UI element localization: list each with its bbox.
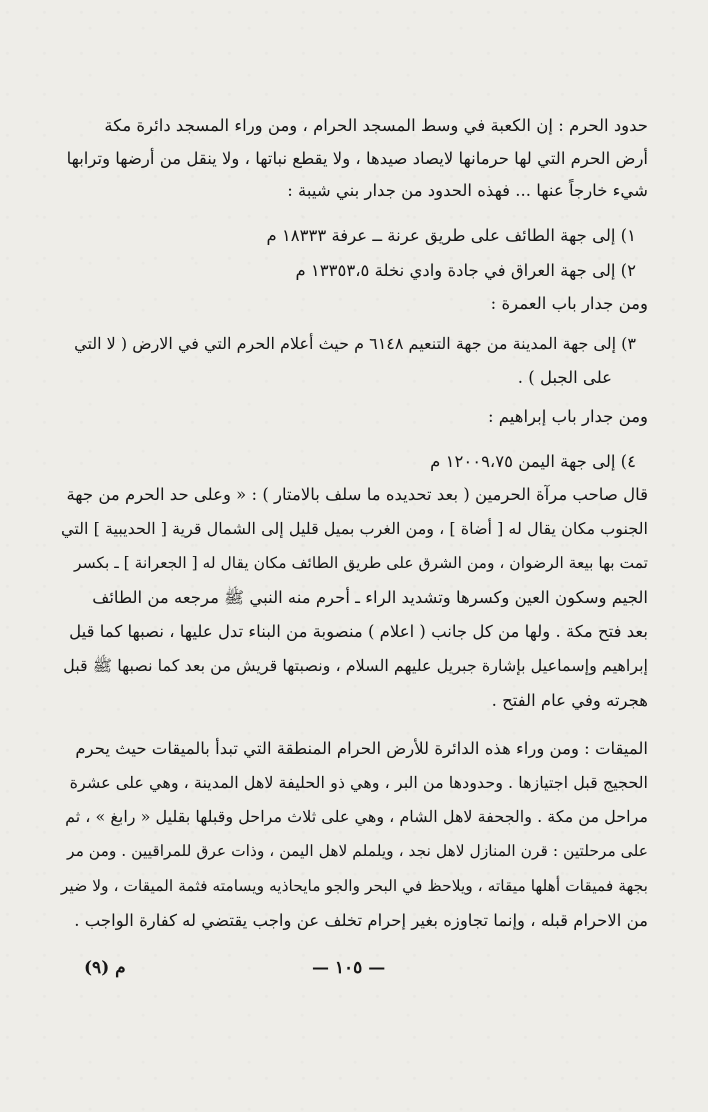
signature-mark: م (٩): [84, 958, 126, 978]
list-item: ٢) إلى جهة العراق في جادة وادي نخلة ١٣٣٥٣،٥ م: [295, 261, 636, 280]
text-line: على الجبل ) .: [517, 368, 612, 387]
quote-line: هجرته وفي عام الفتح .: [491, 691, 648, 710]
text-line: الميقات : ومن وراء هذه الدائرة للأرض الحرام المنطقة التي تبدأ بالميقات حيث يحرم: [75, 739, 648, 758]
list-item: ٣) إلى جهة المدينة من جهة التنعيم ٦١٤٨ م حيث أعلام الحرم التي في الارض ( لا التي: [74, 334, 636, 353]
quote-line: قال صاحب مرآة الحرمين ( بعد تحديده ما سلف بالامتار ) : « وعلى حد الحرم من جهة: [66, 485, 648, 504]
quote-line: الجنوب مكان يقال له [ أضاة ] ، ومن الغرب بميل قليل إلى الشمال قرية [ الحديبية ] التي: [61, 519, 648, 538]
text-line: أرض الحرم التي لها حرمانها لايصاد صيدها ، ولا يقطع نباتها ، ولا ينقل من أرضها وترابها: [66, 149, 648, 168]
text-line: حدود الحرم : إن الكعبة في وسط المسجد الحرام ، ومن وراء المسجد دائرة مكة: [104, 116, 648, 135]
quote-line: إبراهيم وإسماعيل بإشارة جبريل عليهم السلام ، ونصبتها قريش من بعد كما نصبها ﷺ قبل: [63, 656, 648, 675]
text-line: من الاحرام قبله ، وإنما تجاوزه بغير إحرام تخلف عن واجب يقتضي له كفارة الواجب .: [74, 911, 648, 930]
text-line: ومن جدار باب إبراهيم :: [488, 407, 648, 426]
text-line: الحجيج قبل اجتيازها . وحدودها من البر ، وهي ذو الحليفة لاهل المدينة ، وهي على عشرة: [69, 773, 648, 792]
text-line: بجهة فميقات أهلها ميقاته ، ويلاحظ في البحر والجو مايحاذيه ويسامته فثمة الميقات ، ولا ضير: [60, 877, 648, 895]
text-line: ومن جدار باب العمرة :: [490, 294, 648, 313]
text-line: شيء خارجاً عنها ... فهذه الحدود من جدار بني شيبة :: [287, 181, 648, 200]
quote-line: الجيم وسكون العين وكسرها وتشديد الراء ـ أحرم منه النبي ﷺ مرجعه من الطائف: [92, 588, 648, 607]
text-line: مراحل من مكة . والجحفة لاهل الشام ، وهي على ثلاث مراحل وقبلها بقليل « رابغ » ، ثم: [65, 807, 648, 826]
text-line: على مرحلتين : قرن المنازل لاهل نجد ، ويلملم لاهل اليمن ، وذات عرق للمراقيين . ومن مر: [67, 842, 648, 860]
quote-line: بعد فتح مكة . ولها من كل جانب ( اعلام ) منصوبة من البناء تدل عليها ، نصبها كما قيل: [69, 622, 648, 641]
quote-line: تمت بها بيعة الرضوان ، ومن الشرق على طريق الطائف مكان يقال له [ الجعرانة ] ـ بكسر: [74, 554, 648, 572]
list-item: ٤) إلى جهة اليمن ١٢٠٠٩،٧٥ م: [430, 452, 636, 471]
page-number: — ١٠٥ —: [312, 958, 386, 978]
list-item: ١) إلى جهة الطائف على طريق عرنة ــ عرفة ١٨٣٣٣ م: [266, 226, 636, 245]
